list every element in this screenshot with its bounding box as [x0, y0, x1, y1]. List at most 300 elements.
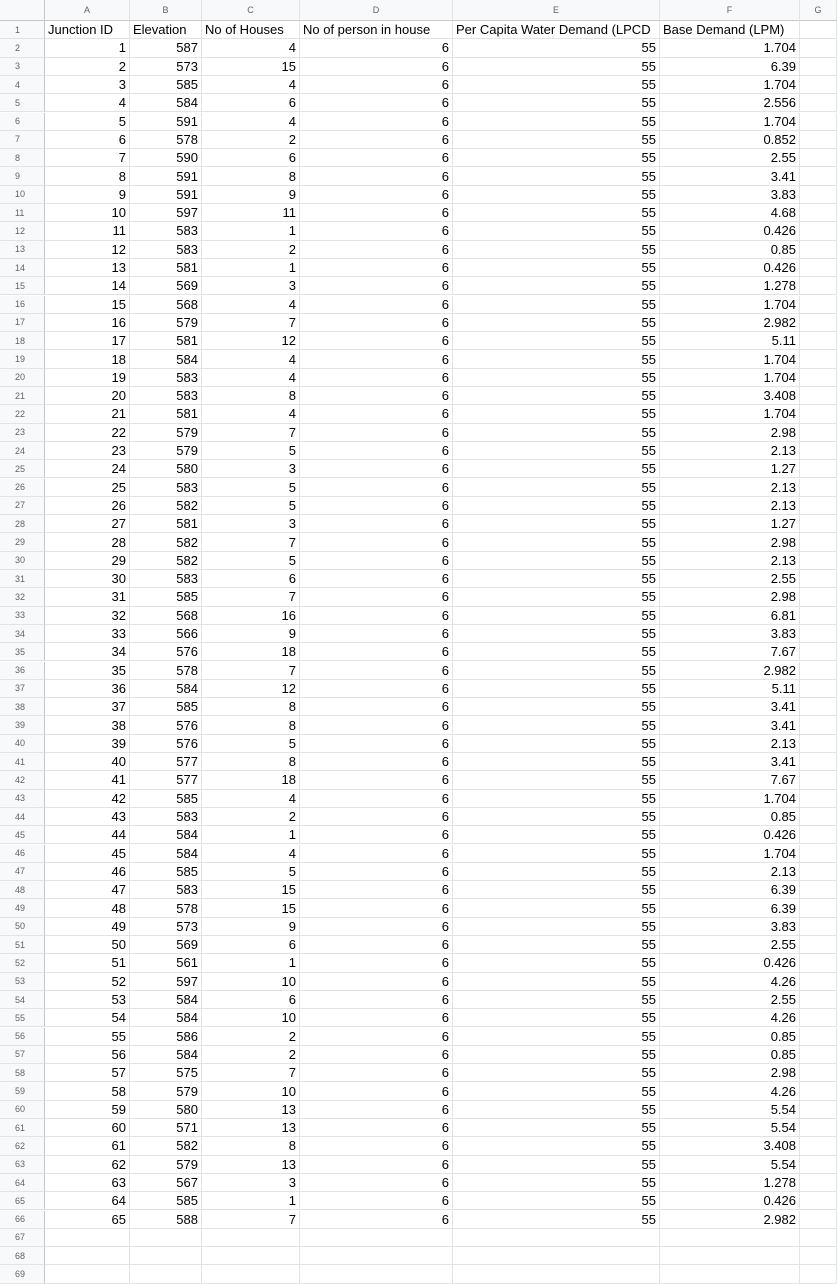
data-cell[interactable] — [800, 1156, 837, 1174]
data-cell[interactable]: 23 — [45, 442, 130, 460]
data-cell[interactable]: 49 — [45, 918, 130, 936]
data-cell[interactable]: 581 — [130, 259, 202, 277]
row-number[interactable]: 27 — [0, 497, 45, 515]
data-cell[interactable]: 45 — [45, 845, 130, 863]
row-number[interactable]: 8 — [0, 149, 45, 167]
data-cell[interactable]: 55 — [453, 790, 660, 808]
data-cell[interactable] — [800, 899, 837, 917]
data-cell[interactable]: 5.54 — [660, 1101, 800, 1119]
data-cell[interactable]: 55 — [453, 863, 660, 881]
data-cell[interactable]: 55 — [453, 607, 660, 625]
data-cell[interactable]: 55 — [453, 497, 660, 515]
data-cell[interactable] — [800, 698, 837, 716]
data-cell[interactable]: 566 — [130, 625, 202, 643]
data-cell[interactable]: 6 — [300, 533, 453, 551]
data-cell[interactable]: 2.982 — [660, 314, 800, 332]
data-cell[interactable]: 6 — [300, 424, 453, 442]
data-cell[interactable]: 6 — [300, 515, 453, 533]
data-cell[interactable]: 55 — [453, 1137, 660, 1155]
data-cell[interactable]: 38 — [45, 716, 130, 734]
data-cell[interactable] — [800, 625, 837, 643]
row-number[interactable]: 42 — [0, 771, 45, 789]
data-cell[interactable]: 580 — [130, 460, 202, 478]
row-number[interactable]: 69 — [0, 1265, 45, 1283]
data-cell[interactable]: 5 — [202, 479, 300, 497]
data-cell[interactable] — [800, 973, 837, 991]
row-number[interactable]: 6 — [0, 113, 45, 131]
data-cell[interactable]: 580 — [130, 1101, 202, 1119]
data-cell[interactable]: 577 — [130, 753, 202, 771]
data-cell[interactable]: 4 — [202, 369, 300, 387]
header-cell[interactable]: Per Capita Water Demand (LPCD — [453, 21, 660, 39]
data-cell[interactable] — [800, 570, 837, 588]
empty-cell[interactable] — [800, 1229, 837, 1247]
data-cell[interactable] — [800, 204, 837, 222]
data-cell[interactable]: 597 — [130, 204, 202, 222]
data-cell[interactable]: 6 — [300, 973, 453, 991]
data-cell[interactable] — [800, 936, 837, 954]
row-number[interactable]: 2 — [0, 39, 45, 57]
data-cell[interactable]: 4 — [202, 296, 300, 314]
data-cell[interactable] — [800, 149, 837, 167]
row-number[interactable]: 18 — [0, 332, 45, 350]
data-cell[interactable]: 6 — [202, 149, 300, 167]
data-cell[interactable]: 6 — [300, 662, 453, 680]
data-cell[interactable] — [800, 588, 837, 606]
data-cell[interactable]: 55 — [453, 680, 660, 698]
data-cell[interactable]: 576 — [130, 716, 202, 734]
data-cell[interactable]: 30 — [45, 570, 130, 588]
data-cell[interactable]: 1.704 — [660, 369, 800, 387]
data-cell[interactable]: 17 — [45, 332, 130, 350]
data-cell[interactable]: 6 — [300, 1028, 453, 1046]
row-number[interactable]: 19 — [0, 350, 45, 368]
row-number[interactable]: 36 — [0, 662, 45, 680]
column-header-b[interactable]: B — [130, 0, 202, 21]
data-cell[interactable]: 55 — [453, 296, 660, 314]
data-cell[interactable]: 55 — [453, 277, 660, 295]
row-number[interactable]: 66 — [0, 1211, 45, 1229]
row-number[interactable]: 61 — [0, 1119, 45, 1137]
row-number[interactable]: 9 — [0, 167, 45, 185]
data-cell[interactable]: 58 — [45, 1082, 130, 1100]
data-cell[interactable]: 578 — [130, 131, 202, 149]
data-cell[interactable]: 583 — [130, 241, 202, 259]
data-cell[interactable]: 1.27 — [660, 460, 800, 478]
data-cell[interactable]: 55 — [453, 954, 660, 972]
row-number[interactable]: 3 — [0, 58, 45, 76]
data-cell[interactable]: 579 — [130, 1082, 202, 1100]
row-number[interactable]: 45 — [0, 826, 45, 844]
data-cell[interactable]: 34 — [45, 643, 130, 661]
data-cell[interactable]: 578 — [130, 662, 202, 680]
data-cell[interactable]: 2.13 — [660, 442, 800, 460]
data-cell[interactable]: 55 — [453, 570, 660, 588]
row-number[interactable]: 68 — [0, 1247, 45, 1265]
data-cell[interactable]: 4 — [202, 405, 300, 423]
data-cell[interactable]: 6 — [300, 1137, 453, 1155]
row-number[interactable]: 5 — [0, 94, 45, 112]
data-cell[interactable] — [800, 991, 837, 1009]
data-cell[interactable]: 5 — [202, 735, 300, 753]
empty-cell[interactable] — [300, 1265, 453, 1283]
row-number[interactable]: 65 — [0, 1192, 45, 1210]
data-cell[interactable]: 2 — [202, 241, 300, 259]
data-cell[interactable] — [800, 58, 837, 76]
data-cell[interactable]: 587 — [130, 39, 202, 57]
row-number[interactable]: 64 — [0, 1174, 45, 1192]
data-cell[interactable]: 55 — [453, 241, 660, 259]
data-cell[interactable]: 2.982 — [660, 662, 800, 680]
data-cell[interactable]: 55 — [453, 552, 660, 570]
data-cell[interactable] — [800, 1211, 837, 1229]
data-cell[interactable]: 16 — [202, 607, 300, 625]
empty-cell[interactable] — [202, 1265, 300, 1283]
data-cell[interactable]: 55 — [453, 698, 660, 716]
data-cell[interactable] — [800, 460, 837, 478]
data-cell[interactable]: 3.408 — [660, 1137, 800, 1155]
data-cell[interactable]: 6 — [300, 369, 453, 387]
data-cell[interactable]: 55 — [453, 314, 660, 332]
empty-cell[interactable] — [300, 1229, 453, 1247]
data-cell[interactable]: 1.278 — [660, 277, 800, 295]
data-cell[interactable]: 13 — [45, 259, 130, 277]
data-cell[interactable]: 55 — [453, 625, 660, 643]
data-cell[interactable]: 2.98 — [660, 533, 800, 551]
data-cell[interactable] — [800, 552, 837, 570]
data-cell[interactable]: 6 — [300, 113, 453, 131]
data-cell[interactable]: 55 — [453, 973, 660, 991]
data-cell[interactable]: 576 — [130, 735, 202, 753]
row-number[interactable]: 54 — [0, 991, 45, 1009]
empty-cell[interactable] — [45, 1265, 130, 1283]
data-cell[interactable]: 1.704 — [660, 113, 800, 131]
data-cell[interactable]: 18 — [45, 350, 130, 368]
data-cell[interactable]: 55 — [453, 643, 660, 661]
data-cell[interactable] — [800, 1174, 837, 1192]
data-cell[interactable]: 1.704 — [660, 845, 800, 863]
column-header-e[interactable]: E — [453, 0, 660, 21]
data-cell[interactable]: 7 — [202, 424, 300, 442]
data-cell[interactable]: 6 — [300, 259, 453, 277]
data-cell[interactable]: 28 — [45, 533, 130, 551]
data-cell[interactable]: 571 — [130, 1119, 202, 1137]
row-number[interactable]: 25 — [0, 460, 45, 478]
data-cell[interactable]: 55 — [453, 350, 660, 368]
data-cell[interactable]: 4 — [202, 350, 300, 368]
data-cell[interactable]: 561 — [130, 954, 202, 972]
data-cell[interactable]: 6 — [300, 332, 453, 350]
data-cell[interactable]: 57 — [45, 1064, 130, 1082]
data-cell[interactable]: 6 — [300, 1082, 453, 1100]
data-cell[interactable]: 55 — [453, 991, 660, 1009]
row-number[interactable]: 16 — [0, 296, 45, 314]
data-cell[interactable]: 55 — [453, 259, 660, 277]
row-number[interactable]: 24 — [0, 442, 45, 460]
data-cell[interactable] — [800, 826, 837, 844]
header-cell[interactable]: No of Houses — [202, 21, 300, 39]
data-cell[interactable]: 59 — [45, 1101, 130, 1119]
data-cell[interactable]: 3.41 — [660, 698, 800, 716]
data-cell[interactable] — [800, 277, 837, 295]
data-cell[interactable]: 9 — [202, 625, 300, 643]
data-cell[interactable]: 36 — [45, 680, 130, 698]
column-header-c[interactable]: C — [202, 0, 300, 21]
data-cell[interactable]: 55 — [45, 1028, 130, 1046]
data-cell[interactable]: 583 — [130, 570, 202, 588]
row-number[interactable]: 28 — [0, 515, 45, 533]
data-cell[interactable]: 6 — [300, 442, 453, 460]
data-cell[interactable]: 54 — [45, 1009, 130, 1027]
data-cell[interactable]: 64 — [45, 1192, 130, 1210]
data-cell[interactable]: 6 — [300, 1119, 453, 1137]
empty-cell[interactable] — [130, 1265, 202, 1283]
data-cell[interactable]: 6 — [300, 296, 453, 314]
data-cell[interactable]: 10 — [202, 1082, 300, 1100]
data-cell[interactable]: 6 — [300, 808, 453, 826]
data-cell[interactable]: 2.13 — [660, 735, 800, 753]
data-cell[interactable]: 15 — [202, 58, 300, 76]
data-cell[interactable] — [800, 1028, 837, 1046]
data-cell[interactable]: 7 — [202, 533, 300, 551]
row-number[interactable]: 35 — [0, 643, 45, 661]
data-cell[interactable]: 7 — [202, 1064, 300, 1082]
data-cell[interactable]: 588 — [130, 1211, 202, 1229]
data-cell[interactable]: 6 — [300, 1046, 453, 1064]
data-cell[interactable]: 10 — [202, 1009, 300, 1027]
row-number[interactable]: 37 — [0, 680, 45, 698]
data-cell[interactable]: 44 — [45, 826, 130, 844]
data-cell[interactable]: 1.704 — [660, 296, 800, 314]
data-cell[interactable]: 33 — [45, 625, 130, 643]
row-number[interactable]: 40 — [0, 735, 45, 753]
data-cell[interactable]: 3.408 — [660, 387, 800, 405]
data-cell[interactable] — [800, 332, 837, 350]
data-cell[interactable] — [800, 1064, 837, 1082]
data-cell[interactable] — [800, 424, 837, 442]
data-cell[interactable]: 55 — [453, 1082, 660, 1100]
data-cell[interactable]: 6 — [300, 479, 453, 497]
data-cell[interactable]: 55 — [453, 405, 660, 423]
data-cell[interactable]: 5 — [202, 442, 300, 460]
data-cell[interactable]: 53 — [45, 991, 130, 1009]
row-number[interactable]: 55 — [0, 1009, 45, 1027]
select-all-corner[interactable] — [0, 0, 45, 21]
data-cell[interactable]: 55 — [453, 716, 660, 734]
data-cell[interactable]: 583 — [130, 479, 202, 497]
data-cell[interactable]: 6 — [300, 881, 453, 899]
data-cell[interactable]: 6 — [202, 991, 300, 1009]
row-number[interactable]: 57 — [0, 1046, 45, 1064]
data-cell[interactable]: 55 — [453, 936, 660, 954]
data-cell[interactable] — [800, 662, 837, 680]
data-cell[interactable] — [800, 296, 837, 314]
data-cell[interactable]: 29 — [45, 552, 130, 570]
data-cell[interactable] — [800, 186, 837, 204]
data-cell[interactable] — [800, 515, 837, 533]
data-cell[interactable]: 25 — [45, 479, 130, 497]
data-cell[interactable]: 8 — [202, 1137, 300, 1155]
data-cell[interactable]: 575 — [130, 1064, 202, 1082]
data-cell[interactable]: 586 — [130, 1028, 202, 1046]
data-cell[interactable] — [800, 259, 837, 277]
data-cell[interactable]: 4 — [202, 790, 300, 808]
data-cell[interactable]: 2.98 — [660, 424, 800, 442]
data-cell[interactable]: 579 — [130, 424, 202, 442]
empty-cell[interactable] — [45, 1247, 130, 1265]
data-cell[interactable]: 55 — [453, 167, 660, 185]
data-cell[interactable]: 573 — [130, 918, 202, 936]
data-cell[interactable]: 39 — [45, 735, 130, 753]
data-cell[interactable]: 6 — [300, 570, 453, 588]
data-cell[interactable] — [800, 533, 837, 551]
data-cell[interactable]: 55 — [453, 479, 660, 497]
data-cell[interactable]: 6 — [300, 1192, 453, 1210]
data-cell[interactable]: 6 — [300, 204, 453, 222]
data-cell[interactable]: 6 — [300, 991, 453, 1009]
data-cell[interactable]: 6 — [300, 1211, 453, 1229]
data-cell[interactable]: 1 — [45, 39, 130, 57]
data-cell[interactable]: 2 — [202, 1046, 300, 1064]
data-cell[interactable]: 55 — [453, 1119, 660, 1137]
data-cell[interactable]: 6 — [300, 149, 453, 167]
empty-cell[interactable] — [130, 1247, 202, 1265]
data-cell[interactable] — [800, 442, 837, 460]
data-cell[interactable]: 582 — [130, 533, 202, 551]
row-number[interactable]: 32 — [0, 588, 45, 606]
data-cell[interactable]: 15 — [45, 296, 130, 314]
data-cell[interactable]: 0.426 — [660, 1192, 800, 1210]
data-cell[interactable]: 5.54 — [660, 1119, 800, 1137]
data-cell[interactable]: 3.41 — [660, 167, 800, 185]
row-number[interactable]: 26 — [0, 479, 45, 497]
data-cell[interactable] — [800, 369, 837, 387]
data-cell[interactable]: 2.55 — [660, 991, 800, 1009]
data-cell[interactable]: 576 — [130, 643, 202, 661]
data-cell[interactable]: 6 — [300, 954, 453, 972]
data-cell[interactable]: 55 — [453, 515, 660, 533]
data-cell[interactable]: 6 — [300, 387, 453, 405]
data-cell[interactable]: 6 — [300, 1064, 453, 1082]
data-cell[interactable]: 13 — [202, 1119, 300, 1137]
data-cell[interactable]: 55 — [453, 1028, 660, 1046]
data-cell[interactable]: 2 — [202, 1028, 300, 1046]
data-cell[interactable] — [800, 39, 837, 57]
data-cell[interactable]: 55 — [453, 387, 660, 405]
row-number[interactable]: 50 — [0, 918, 45, 936]
data-cell[interactable]: 582 — [130, 497, 202, 515]
data-cell[interactable]: 584 — [130, 845, 202, 863]
data-cell[interactable]: 4 — [202, 113, 300, 131]
data-cell[interactable]: 1.27 — [660, 515, 800, 533]
data-cell[interactable]: 27 — [45, 515, 130, 533]
data-cell[interactable]: 55 — [453, 222, 660, 240]
data-cell[interactable]: 1.704 — [660, 405, 800, 423]
data-cell[interactable]: 1.278 — [660, 1174, 800, 1192]
data-cell[interactable]: 55 — [453, 131, 660, 149]
empty-cell[interactable] — [202, 1247, 300, 1265]
data-cell[interactable]: 56 — [45, 1046, 130, 1064]
data-cell[interactable]: 6 — [300, 460, 453, 478]
data-cell[interactable]: 51 — [45, 954, 130, 972]
data-cell[interactable]: 52 — [45, 973, 130, 991]
data-cell[interactable]: 7 — [202, 314, 300, 332]
data-cell[interactable]: 7 — [45, 149, 130, 167]
data-cell[interactable]: 6 — [300, 1009, 453, 1027]
data-cell[interactable]: 8 — [202, 753, 300, 771]
row-number[interactable]: 41 — [0, 753, 45, 771]
data-cell[interactable]: 55 — [453, 1009, 660, 1027]
data-cell[interactable]: 583 — [130, 369, 202, 387]
data-cell[interactable]: 4 — [202, 76, 300, 94]
data-cell[interactable]: 2.13 — [660, 863, 800, 881]
data-cell[interactable]: 19 — [45, 369, 130, 387]
data-cell[interactable]: 31 — [45, 588, 130, 606]
data-cell[interactable]: 6 — [300, 222, 453, 240]
data-cell[interactable]: 3.83 — [660, 186, 800, 204]
row-number[interactable]: 58 — [0, 1064, 45, 1082]
data-cell[interactable]: 6 — [300, 899, 453, 917]
data-cell[interactable]: 2.55 — [660, 570, 800, 588]
data-cell[interactable]: 4.26 — [660, 973, 800, 991]
empty-cell[interactable] — [660, 1247, 800, 1265]
data-cell[interactable]: 35 — [45, 662, 130, 680]
data-cell[interactable] — [800, 771, 837, 789]
data-cell[interactable]: 2.98 — [660, 1064, 800, 1082]
data-cell[interactable] — [800, 241, 837, 259]
data-cell[interactable]: 63 — [45, 1174, 130, 1192]
data-cell[interactable]: 3.41 — [660, 716, 800, 734]
data-cell[interactable]: 6 — [300, 1101, 453, 1119]
data-cell[interactable]: 585 — [130, 76, 202, 94]
data-cell[interactable]: 24 — [45, 460, 130, 478]
empty-cell[interactable] — [202, 1229, 300, 1247]
data-cell[interactable]: 583 — [130, 222, 202, 240]
data-cell[interactable]: 585 — [130, 863, 202, 881]
data-cell[interactable]: 12 — [45, 241, 130, 259]
row-number[interactable]: 63 — [0, 1156, 45, 1174]
data-cell[interactable]: 46 — [45, 863, 130, 881]
data-cell[interactable]: 18 — [202, 643, 300, 661]
data-cell[interactable]: 21 — [45, 405, 130, 423]
row-number[interactable]: 11 — [0, 204, 45, 222]
data-cell[interactable]: 2 — [202, 808, 300, 826]
data-cell[interactable] — [800, 753, 837, 771]
data-cell[interactable]: 6 — [300, 826, 453, 844]
data-cell[interactable]: 0.426 — [660, 954, 800, 972]
data-cell[interactable] — [800, 918, 837, 936]
row-number[interactable]: 14 — [0, 259, 45, 277]
data-cell[interactable]: 1 — [202, 259, 300, 277]
data-cell[interactable]: 10 — [202, 973, 300, 991]
data-cell[interactable]: 581 — [130, 332, 202, 350]
data-cell[interactable]: 43 — [45, 808, 130, 826]
data-cell[interactable] — [800, 1082, 837, 1100]
data-cell[interactable]: 22 — [45, 424, 130, 442]
data-cell[interactable] — [800, 808, 837, 826]
data-cell[interactable]: 583 — [130, 808, 202, 826]
data-cell[interactable]: 7 — [202, 1211, 300, 1229]
empty-cell[interactable] — [453, 1247, 660, 1265]
data-cell[interactable]: 583 — [130, 881, 202, 899]
data-cell[interactable]: 6 — [300, 680, 453, 698]
data-cell[interactable]: 4.26 — [660, 1009, 800, 1027]
row-number[interactable]: 10 — [0, 186, 45, 204]
data-cell[interactable]: 1.704 — [660, 76, 800, 94]
data-cell[interactable]: 6 — [300, 936, 453, 954]
data-cell[interactable]: 568 — [130, 296, 202, 314]
data-cell[interactable]: 2 — [202, 131, 300, 149]
